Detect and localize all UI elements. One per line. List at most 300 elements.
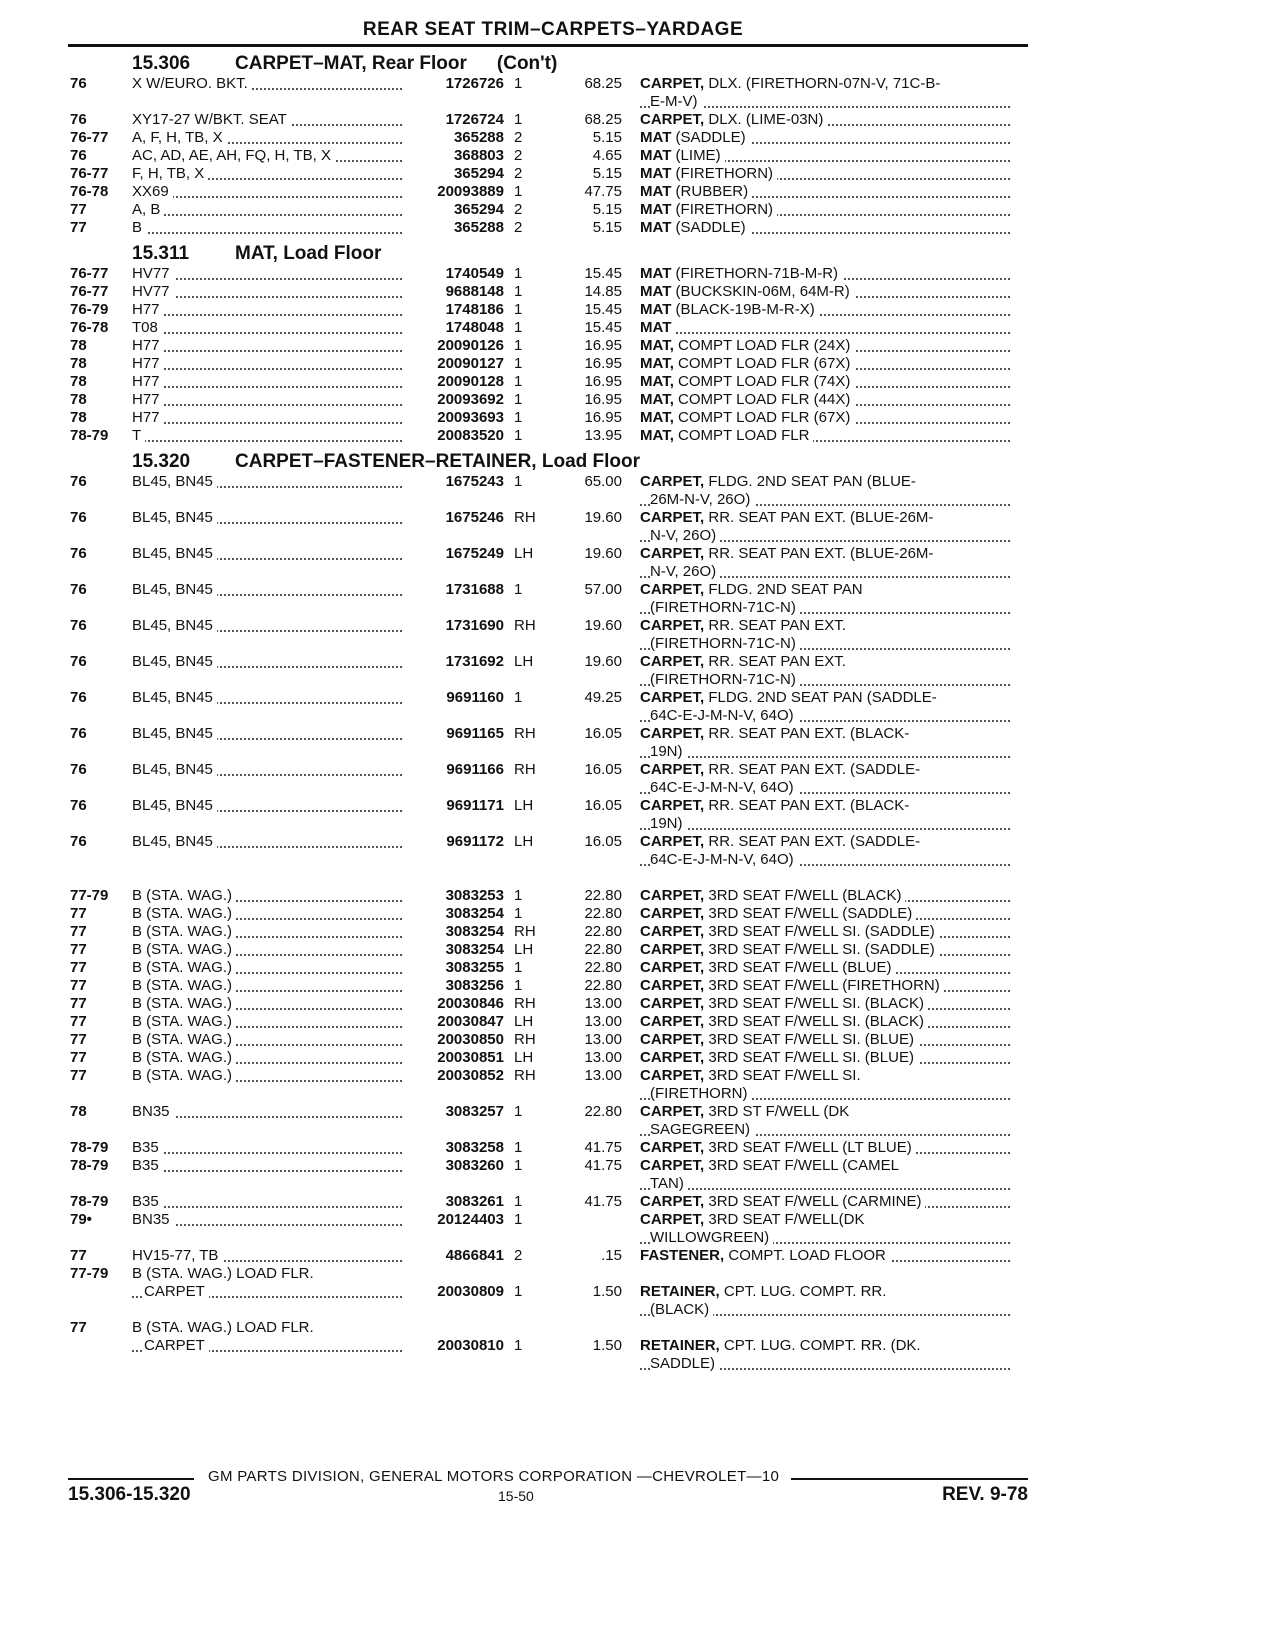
description-detail: COMPT LOAD FLR (67X) — [673, 355, 851, 372]
model-cell — [132, 923, 402, 941]
model-text: XX69 — [132, 183, 173, 200]
description-text — [640, 319, 675, 336]
part-number-cell: 20030847 — [437, 1013, 504, 1030]
table-row — [68, 509, 1028, 545]
description-cell — [622, 725, 1010, 761]
description-cell — [622, 995, 1010, 1013]
description-keyword: MAT — [640, 283, 672, 300]
description-keyword: MAT, — [640, 409, 674, 426]
model-cell — [132, 391, 402, 409]
model-cell — [132, 833, 402, 851]
description-text — [640, 219, 750, 236]
table-row — [68, 797, 1028, 833]
part-number-cell: 365288 — [453, 129, 504, 146]
model-cell — [132, 201, 402, 219]
description-detail: RR. SEAT PAN EXT. (BLACK- — [704, 797, 910, 814]
year-cell: 78 — [70, 337, 87, 354]
price-cell: 19.60 — [584, 653, 622, 670]
description-line-2 — [640, 635, 1010, 653]
model-cell — [132, 337, 402, 355]
price-cell: 1.50 — [592, 1337, 622, 1354]
quantity-cell: LH — [514, 833, 534, 850]
description-text — [640, 147, 725, 164]
model-cell — [132, 797, 402, 815]
quantity-cell: RH — [514, 995, 536, 1012]
part-number-cell: 20030846 — [437, 995, 504, 1012]
model-text: B (STA. WAG.) — [132, 923, 236, 940]
year-cell: 77 — [70, 219, 87, 236]
description-line-2 — [640, 815, 1010, 833]
description-continuation: E-M-V) — [650, 93, 702, 110]
part-number-cell: 3083257 — [445, 1103, 504, 1120]
model-text: B (STA. WAG.) — [132, 1049, 236, 1066]
model-text: HV15-77, TB — [132, 1247, 222, 1264]
model-line: B (STA. WAG.) LOAD FLR. — [132, 1265, 314, 1282]
year-cell: 76 — [70, 147, 87, 164]
year-cell: 77-79 — [70, 1265, 109, 1282]
model-text: H77 — [132, 373, 164, 390]
price-cell: 14.85 — [584, 283, 622, 300]
year-cell: 78 — [70, 1103, 87, 1120]
description-line — [640, 75, 1010, 93]
quantity-cell: 1 — [514, 959, 523, 976]
description-text — [640, 183, 752, 200]
quantity-cell: 1 — [514, 1193, 523, 1210]
year-cell: 78 — [70, 391, 87, 408]
footer — [68, 1484, 1028, 1510]
description-text — [640, 977, 944, 994]
description-line — [640, 265, 1010, 283]
model-text: BL45, BN45 — [132, 797, 217, 814]
description-line-2 — [640, 1355, 1010, 1373]
description-cell — [622, 427, 1010, 445]
part-number-cell: 20090128 — [437, 373, 504, 390]
price-cell: 49.25 — [584, 689, 622, 706]
part-number-cell: 1748186 — [445, 301, 504, 318]
part-number-cell: 1675246 — [445, 509, 504, 526]
year-cell: 77 — [70, 1013, 87, 1030]
description-text — [640, 1103, 853, 1120]
description-line — [640, 1247, 1010, 1265]
table-row — [68, 165, 1028, 183]
year-cell: 78-79 — [70, 1157, 109, 1174]
description-cell — [622, 283, 1010, 301]
description-line — [640, 283, 1010, 301]
description-keyword: CARPET, — [640, 1103, 705, 1120]
description-line — [640, 1337, 1010, 1355]
part-number-cell: 3083254 — [445, 941, 504, 958]
model-line: B (STA. WAG.) LOAD FLR. — [132, 1319, 314, 1336]
year-cell: 78-79 — [70, 1139, 109, 1156]
description-text — [640, 581, 867, 598]
description-keyword: CARPET, — [640, 1139, 705, 1156]
model-cell — [132, 75, 402, 93]
model-cell — [132, 1247, 402, 1265]
description-line — [640, 1193, 1010, 1211]
model-cell — [132, 617, 402, 635]
quantity-cell: RH — [514, 509, 536, 526]
description-keyword: CARPET, — [640, 833, 705, 850]
year-cell: 76 — [70, 509, 87, 526]
parts-listing — [68, 47, 1028, 1373]
model-text: X W/EURO. BKT. — [132, 75, 252, 92]
quantity-cell: RH — [514, 761, 536, 778]
description-keyword: CARPET, — [640, 75, 705, 92]
description-text — [640, 653, 850, 670]
description-line-2 — [640, 1121, 1010, 1139]
description-keyword: RETAINER, — [640, 1337, 720, 1354]
description-cell — [622, 147, 1010, 165]
description-text — [640, 509, 937, 526]
quantity-cell: 2 — [514, 1247, 523, 1264]
description-detail: COMPT LOAD FLR (67X) — [673, 409, 851, 426]
model-line-2-text: CARPET — [144, 1337, 209, 1354]
part-number-cell: 9691171 — [446, 797, 504, 814]
footer-rule-right — [791, 1478, 1028, 1480]
model-cell — [132, 1031, 402, 1049]
description-detail: (FIRETHORN-71B-M-R) — [671, 265, 839, 282]
model-text: XY17-27 W/BKT. SEAT — [132, 111, 291, 128]
description-continuation: TAN) — [650, 1175, 688, 1192]
model-cell — [132, 761, 402, 779]
description-continuation: 19N) — [650, 743, 687, 760]
description-detail: 3RD ST F/WELL (DK — [704, 1103, 850, 1120]
model-line-2-text: CARPET — [144, 1283, 209, 1300]
year-cell: 76 — [70, 833, 87, 850]
description-text — [640, 1031, 918, 1048]
description-detail: RR. SEAT PAN EXT. — [704, 617, 846, 634]
model-cell — [132, 1139, 402, 1157]
model-text: BN35 — [132, 1103, 174, 1120]
price-cell: 22.80 — [584, 887, 622, 904]
model-text: BL45, BN45 — [132, 689, 217, 706]
description-detail: 3RD SEAT F/WELL (BLACK) — [704, 887, 902, 904]
table-row — [68, 473, 1028, 509]
price-cell: 4.65 — [592, 147, 622, 164]
table-row — [68, 761, 1028, 797]
quantity-cell: 2 — [514, 147, 523, 164]
description-continuation: N-V, 26O) — [650, 527, 720, 544]
table-row — [68, 373, 1028, 391]
model-text: BL45, BN45 — [132, 725, 217, 742]
description-keyword: CARPET, — [640, 977, 705, 994]
part-number-cell: 20093889 — [437, 183, 504, 200]
description-cell — [622, 887, 1010, 905]
description-detail: 3RD SEAT F/WELL (CARMINE) — [704, 1193, 922, 1210]
description-detail: 3RD SEAT F/WELL (BLUE) — [704, 959, 892, 976]
description-text — [640, 887, 905, 904]
year-cell: 77 — [70, 1031, 87, 1048]
description-keyword: CARPET, — [640, 1031, 705, 1048]
description-detail: RR. SEAT PAN EXT. (BLACK- — [704, 725, 910, 742]
description-keyword: CARPET, — [640, 1157, 705, 1174]
description-keyword: CARPET, — [640, 617, 705, 634]
model-text: H77 — [132, 391, 164, 408]
table-row — [68, 201, 1028, 219]
model-cell — [132, 995, 402, 1013]
description-keyword: MAT — [640, 219, 672, 236]
description-text — [640, 427, 813, 444]
description-detail: CPT. LUG. COMPT. RR. (DK. — [719, 1337, 921, 1354]
quantity-cell: RH — [514, 725, 536, 742]
footer-publisher-line — [68, 1468, 1028, 1485]
description-detail: RR. SEAT PAN EXT. (BLUE-26M- — [704, 509, 934, 526]
description-cell — [622, 373, 1010, 391]
price-cell: 16.95 — [584, 337, 622, 354]
description-continuation: SAGEGREEN) — [650, 1121, 754, 1138]
description-cell — [622, 833, 1010, 869]
price-cell: 16.05 — [584, 761, 622, 778]
model-cell — [132, 183, 402, 201]
quantity-cell: RH — [514, 617, 536, 634]
year-cell: 76 — [70, 75, 87, 92]
price-cell: .15 — [601, 1247, 622, 1264]
description-text — [640, 473, 920, 490]
table-row — [68, 219, 1028, 237]
model-cell — [132, 1067, 402, 1085]
description-cell — [622, 977, 1010, 995]
model-text: AC, AD, AE, AH, FQ, H, TB, X — [132, 147, 335, 164]
year-cell: 76 — [70, 653, 87, 670]
model-text: T08 — [132, 319, 162, 336]
description-text — [640, 833, 924, 850]
model-cell — [132, 887, 402, 905]
year-cell: 76-77 — [70, 283, 109, 300]
dot-leader — [132, 350, 402, 352]
model-text: HV77 — [132, 265, 174, 282]
model-cell — [132, 219, 402, 237]
part-number-cell: 365288 — [453, 219, 504, 236]
price-cell: 22.80 — [584, 905, 622, 922]
table-row — [68, 833, 1028, 869]
part-number-cell: 20124403 — [437, 1211, 504, 1228]
description-keyword: MAT — [640, 147, 672, 164]
table-row — [68, 1067, 1028, 1103]
description-detail: 3RD SEAT F/WELL SI. — [704, 1067, 861, 1084]
description-line — [640, 1067, 1010, 1085]
description-text — [640, 111, 827, 128]
table-row — [68, 689, 1028, 725]
table-row — [68, 923, 1028, 941]
price-cell: 16.95 — [584, 409, 622, 426]
description-detail: 3RD SEAT F/WELL (LT BLUE) — [704, 1139, 912, 1156]
model-cell — [132, 301, 402, 319]
description-line — [640, 689, 1010, 707]
dot-leader — [132, 1206, 402, 1208]
dot-leader — [132, 232, 402, 234]
description-cell — [622, 617, 1010, 653]
price-cell: 16.05 — [584, 797, 622, 814]
description-keyword: CARPET, — [640, 887, 705, 904]
year-cell: 76 — [70, 473, 87, 490]
description-continuation: 64C-E-J-M-N-V, 64O) — [650, 707, 798, 724]
table-row — [68, 75, 1028, 111]
price-cell: 15.45 — [584, 265, 622, 282]
description-cell — [622, 941, 1010, 959]
year-cell: 76 — [70, 797, 87, 814]
model-text: BL45, BN45 — [132, 617, 217, 634]
table-row — [68, 355, 1028, 373]
model-cell — [132, 427, 402, 445]
price-cell: 22.80 — [584, 1103, 622, 1120]
model-text: T — [132, 427, 145, 444]
description-detail: 3RD SEAT F/WELL (CAMEL — [704, 1157, 899, 1174]
description-keyword: MAT — [640, 301, 672, 318]
quantity-cell: 1 — [514, 337, 523, 354]
description-line — [640, 1031, 1010, 1049]
model-text: F, H, TB, X — [132, 165, 208, 182]
dot-leader — [132, 1152, 402, 1154]
description-line — [640, 147, 1010, 165]
description-line — [640, 319, 1010, 337]
quantity-cell: 1 — [514, 473, 523, 490]
description-keyword: CARPET, — [640, 545, 705, 562]
model-text: H77 — [132, 301, 164, 318]
part-number-cell: 9691166 — [446, 761, 504, 778]
part-number-cell: 1731688 — [445, 581, 504, 598]
model-text: B35 — [132, 1193, 163, 1210]
model-text: B (STA. WAG.) — [132, 1067, 236, 1084]
description-cell — [622, 183, 1010, 201]
year-cell: 76-78 — [70, 183, 109, 200]
description-detail: 3RD SEAT F/WELL (SADDLE) — [704, 905, 913, 922]
description-cell — [622, 905, 1010, 923]
description-cell — [622, 391, 1010, 409]
model-cell — [132, 1193, 402, 1211]
year-cell: 76 — [70, 545, 87, 562]
price-cell: 22.80 — [584, 977, 622, 994]
quantity-cell: LH — [514, 1013, 534, 1030]
model-cell — [132, 959, 402, 977]
model-cell — [132, 147, 402, 165]
quantity-cell: 1 — [514, 183, 523, 200]
description-detail: 3RD SEAT F/WELL SI. (SADDLE) — [704, 923, 935, 940]
description-line-2 — [640, 599, 1010, 617]
table-row — [68, 1319, 1028, 1373]
description-continuation: WILLOWGREEN) — [650, 1229, 773, 1246]
description-line — [640, 977, 1010, 995]
description-line — [640, 617, 1010, 635]
part-number-cell: 3083254 — [445, 905, 504, 922]
year-cell: 76 — [70, 689, 87, 706]
description-line — [640, 183, 1010, 201]
description-line — [640, 545, 1010, 563]
description-keyword: CARPET, — [640, 653, 705, 670]
year-cell: 77 — [70, 941, 87, 958]
price-cell: 22.80 — [584, 923, 622, 940]
price-cell: 16.95 — [584, 373, 622, 390]
model-text: H77 — [132, 355, 164, 372]
part-number-cell: 1748048 — [445, 319, 504, 336]
section-number: 15.311 — [132, 243, 190, 264]
description-line-2 — [640, 93, 1010, 111]
year-cell: 76-77 — [70, 129, 109, 146]
description-cell — [622, 409, 1010, 427]
price-cell: 13.00 — [584, 1013, 622, 1030]
table-row — [68, 581, 1028, 617]
year-cell: 77 — [70, 1067, 87, 1084]
price-cell: 16.95 — [584, 355, 622, 372]
price-cell: 5.15 — [592, 165, 622, 182]
quantity-cell: 1 — [514, 283, 523, 300]
description-detail: (FIRETHORN) — [671, 165, 774, 182]
part-number-cell: 20083520 — [437, 427, 504, 444]
description-text — [640, 301, 819, 318]
year-cell: 78 — [70, 373, 87, 390]
description-line — [640, 473, 1010, 491]
description-text — [640, 617, 850, 634]
description-keyword: MAT, — [640, 373, 674, 390]
description-line-2 — [640, 851, 1010, 869]
description-continuation: 64C-E-J-M-N-V, 64O) — [650, 851, 798, 868]
description-cell — [622, 959, 1010, 977]
description-line — [640, 887, 1010, 905]
model-cell — [132, 545, 402, 563]
description-line — [640, 797, 1010, 815]
model-text: H77 — [132, 409, 164, 426]
model-cell — [132, 473, 402, 491]
description-keyword: CARPET, — [640, 689, 705, 706]
table-row — [68, 183, 1028, 201]
description-line-2 — [640, 1301, 1010, 1319]
quantity-cell: LH — [514, 941, 534, 958]
description-cell — [622, 129, 1010, 147]
model-cell — [132, 653, 402, 671]
description-keyword: MAT, — [640, 427, 674, 444]
table-row — [68, 617, 1028, 653]
description-keyword: MAT — [640, 165, 672, 182]
description-keyword: CARPET, — [640, 581, 705, 598]
quantity-cell: 1 — [514, 1139, 523, 1156]
description-line — [640, 301, 1010, 319]
model-cell — [132, 129, 402, 147]
description-keyword: MAT — [640, 319, 672, 336]
quantity-cell: RH — [514, 1031, 536, 1048]
description-detail: CPT. LUG. COMPT. RR. — [719, 1283, 887, 1300]
price-cell: 19.60 — [584, 545, 622, 562]
price-cell: 13.00 — [584, 995, 622, 1012]
model-cell — [132, 355, 402, 373]
year-cell: 77 — [70, 1319, 87, 1336]
description-cell — [622, 689, 1010, 725]
table-row — [68, 1211, 1028, 1247]
dot-leader — [640, 1188, 1010, 1190]
model-text: H77 — [132, 337, 164, 354]
table-row — [68, 1139, 1028, 1157]
part-number-cell: 20030851 — [437, 1049, 504, 1066]
dot-leader — [132, 368, 402, 370]
section-number: 15.320 — [132, 451, 191, 472]
description-text — [640, 761, 924, 778]
description-detail: (BUCKSKIN-06M, 64M-R) — [671, 283, 850, 300]
dot-leader — [132, 332, 402, 334]
quantity-cell: 1 — [514, 977, 523, 994]
description-cell — [622, 1049, 1010, 1067]
model-text: BL45, BN45 — [132, 509, 217, 526]
description-continuation: (FIRETHORN-71C-N) — [650, 671, 800, 688]
description-detail: COMPT LOAD FLR (74X) — [673, 373, 851, 390]
model-text: BL45, BN45 — [132, 473, 217, 490]
description-line — [640, 653, 1010, 671]
section-heading — [68, 237, 1028, 265]
page-title: REAR SEAT TRIM–CARPETS–YARDAGE — [362, 19, 744, 40]
description-detail: RR. SEAT PAN EXT. (BLUE-26M- — [704, 545, 934, 562]
year-cell: 76-77 — [70, 165, 109, 182]
part-number-cell: 20030850 — [437, 1031, 504, 1048]
description-text — [640, 1139, 916, 1156]
part-number-cell: 9688148 — [445, 283, 504, 300]
description-cell — [622, 923, 1010, 941]
